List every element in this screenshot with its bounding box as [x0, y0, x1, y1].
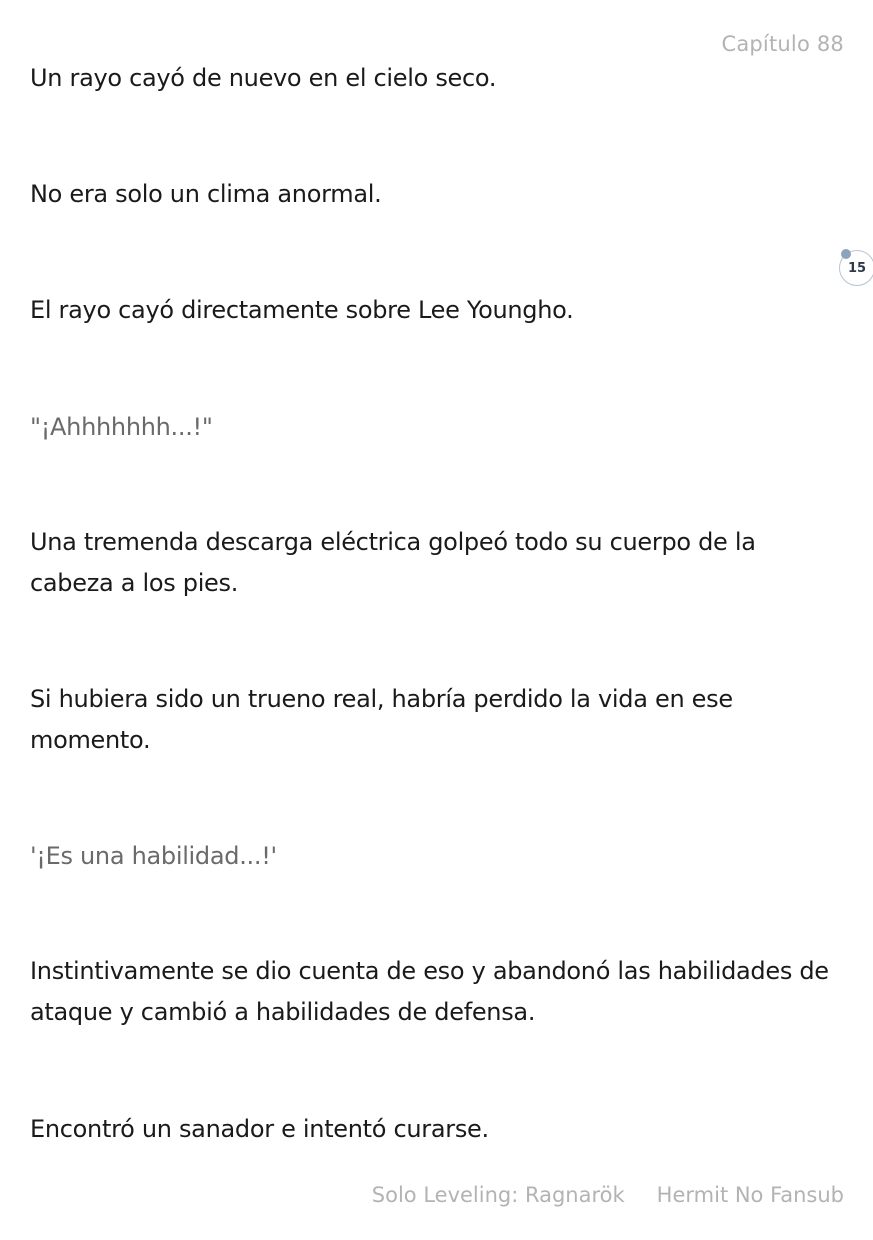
paragraph-1: Un rayo cayó de nuevo en el cielo seco.	[30, 64, 497, 92]
page-number: 15	[847, 260, 867, 276]
footer-book-title: Solo Leveling: Ragnarök	[371, 1183, 625, 1207]
paragraph-4-speech: "¡Ahhhhhhh...!"	[30, 413, 213, 441]
chapter-label: Capítulo 88	[721, 32, 844, 56]
badge-indicator-dot	[841, 249, 851, 259]
paragraph-3: El rayo cayó directamente sobre Lee Youngho.	[30, 296, 574, 324]
paragraph-2: No era solo un clima anormal.	[30, 180, 382, 208]
paragraph-9: Encontró un sanador e intentó curarse.	[30, 1115, 489, 1143]
paragraph-5: Una tremenda descarga eléctrica golpeó todo su cuerpo de la cabeza a los pies.	[30, 528, 756, 597]
footer-translator: Hermit No Fansub	[656, 1183, 844, 1207]
paragraph-8: Instintivamente se dio cuenta de eso y abandonó las habilidades de ataque y cambió a habilidades de defensa.	[30, 957, 829, 1026]
footer	[372, 1183, 844, 1207]
paragraph-6: Si hubiera sido un trueno real, habría perdido la vida en ese momento.	[30, 685, 733, 754]
paragraph-7-thought: '¡Es una habilidad...!'	[30, 842, 277, 870]
